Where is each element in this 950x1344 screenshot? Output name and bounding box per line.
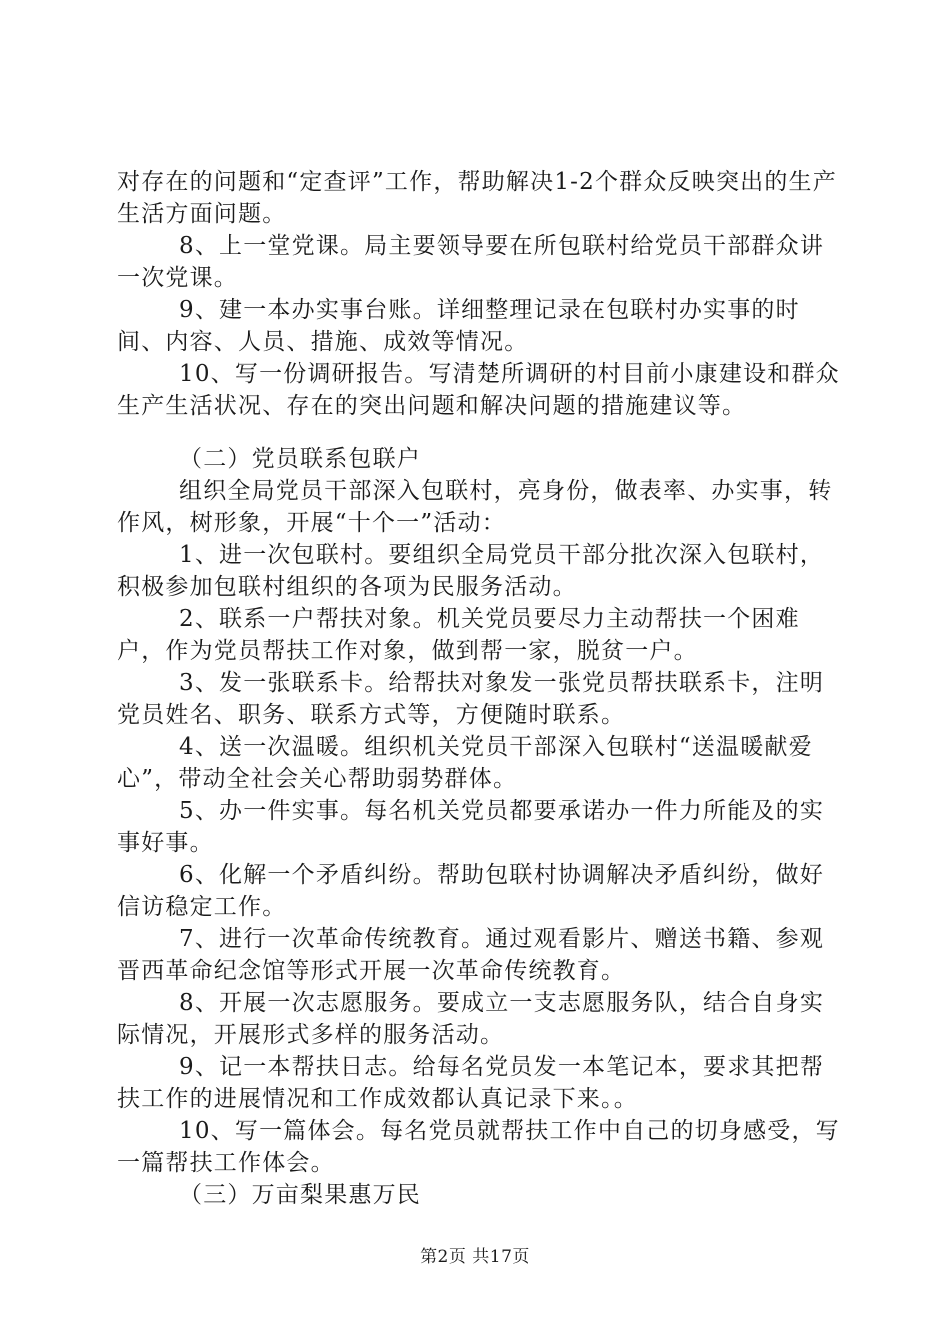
list-item: 6、化解一个矛盾纠纷。帮助包联村协调解决矛盾纠纷，做好信访稳定工作。 (117, 862, 825, 920)
list-item: 4、送一次温暖。组织机关党员干部深入包联村“送温暖献爱心”，带动全社会关心帮助弱势群体。 (117, 734, 813, 792)
list-item: 5、办一件实事。每名机关党员都要承诺办一件力所能及的实事好事。 (117, 798, 825, 856)
paragraph-gap (117, 422, 842, 443)
page-footer: 第2页 共17页 (420, 1247, 530, 1267)
list-item: 3、发一张联系卡。给帮扶对象发一张党员帮扶联系卡，注明党员姓名、职务、联系方式等，方便随时联系。 (117, 670, 825, 728)
list-item: 8、上一堂党课。局主要领导要在所包联村给党员干部群众讲一次党课。 (117, 233, 825, 291)
list-item: 1、进一次包联村。要组织全局党员干部分批次深入包联村，积极参加包联村组织的各项为民服务活动。 (117, 542, 825, 600)
list-item: 10、写一份调研报告。写清楚所调研的村目前小康建设和群众生产生活状况、存在的突出问题和解决问题的措施建议等。 (117, 361, 840, 419)
list-item: 7、进行一次革命传统教育。通过观看影片、赠送书籍、参观晋西革命纪念馆等形式开展一次革命传统教育。 (117, 926, 825, 984)
list-item: 10、写一篇体会。每名党员就帮扶工作中自己的切身感受，写一篇帮扶工作体会。 (117, 1118, 840, 1176)
paragraph-continuation: 对存在的问题和“定查评”工作，帮助解决1-2个群众反映突出的生产生活方面问题。 (117, 169, 837, 227)
section-heading: （三）万亩梨果惠万民 (179, 1182, 421, 1208)
section-intro: 组织全局党员干部深入包联村，亮身份，做表率、办实事，转作风，树形象，开展“十个一”活动： (117, 478, 833, 536)
list-item: 2、联系一户帮扶对象。机关党员要尽力主动帮扶一个困难户，作为党员帮扶工作对象，做到帮一家，脱贫一户。 (117, 606, 800, 664)
section-heading: （二）党员联系包联户 (179, 446, 421, 472)
list-item: 9、建一本办实事台账。详细整理记录在包联村办实事的时间、内容、人员、措施、成效等情况。 (117, 297, 800, 355)
document-body (117, 166, 842, 1211)
list-item: 9、记一本帮扶日志。给每名党员发一本笔记本，要求其把帮扶工作的进展情况和工作成效都认真记录下来。。 (117, 1054, 825, 1112)
list-item: 8、开展一次志愿服务。要成立一支志愿服务队，结合自身实际情况，开展形式多样的服务活动。 (117, 990, 825, 1048)
